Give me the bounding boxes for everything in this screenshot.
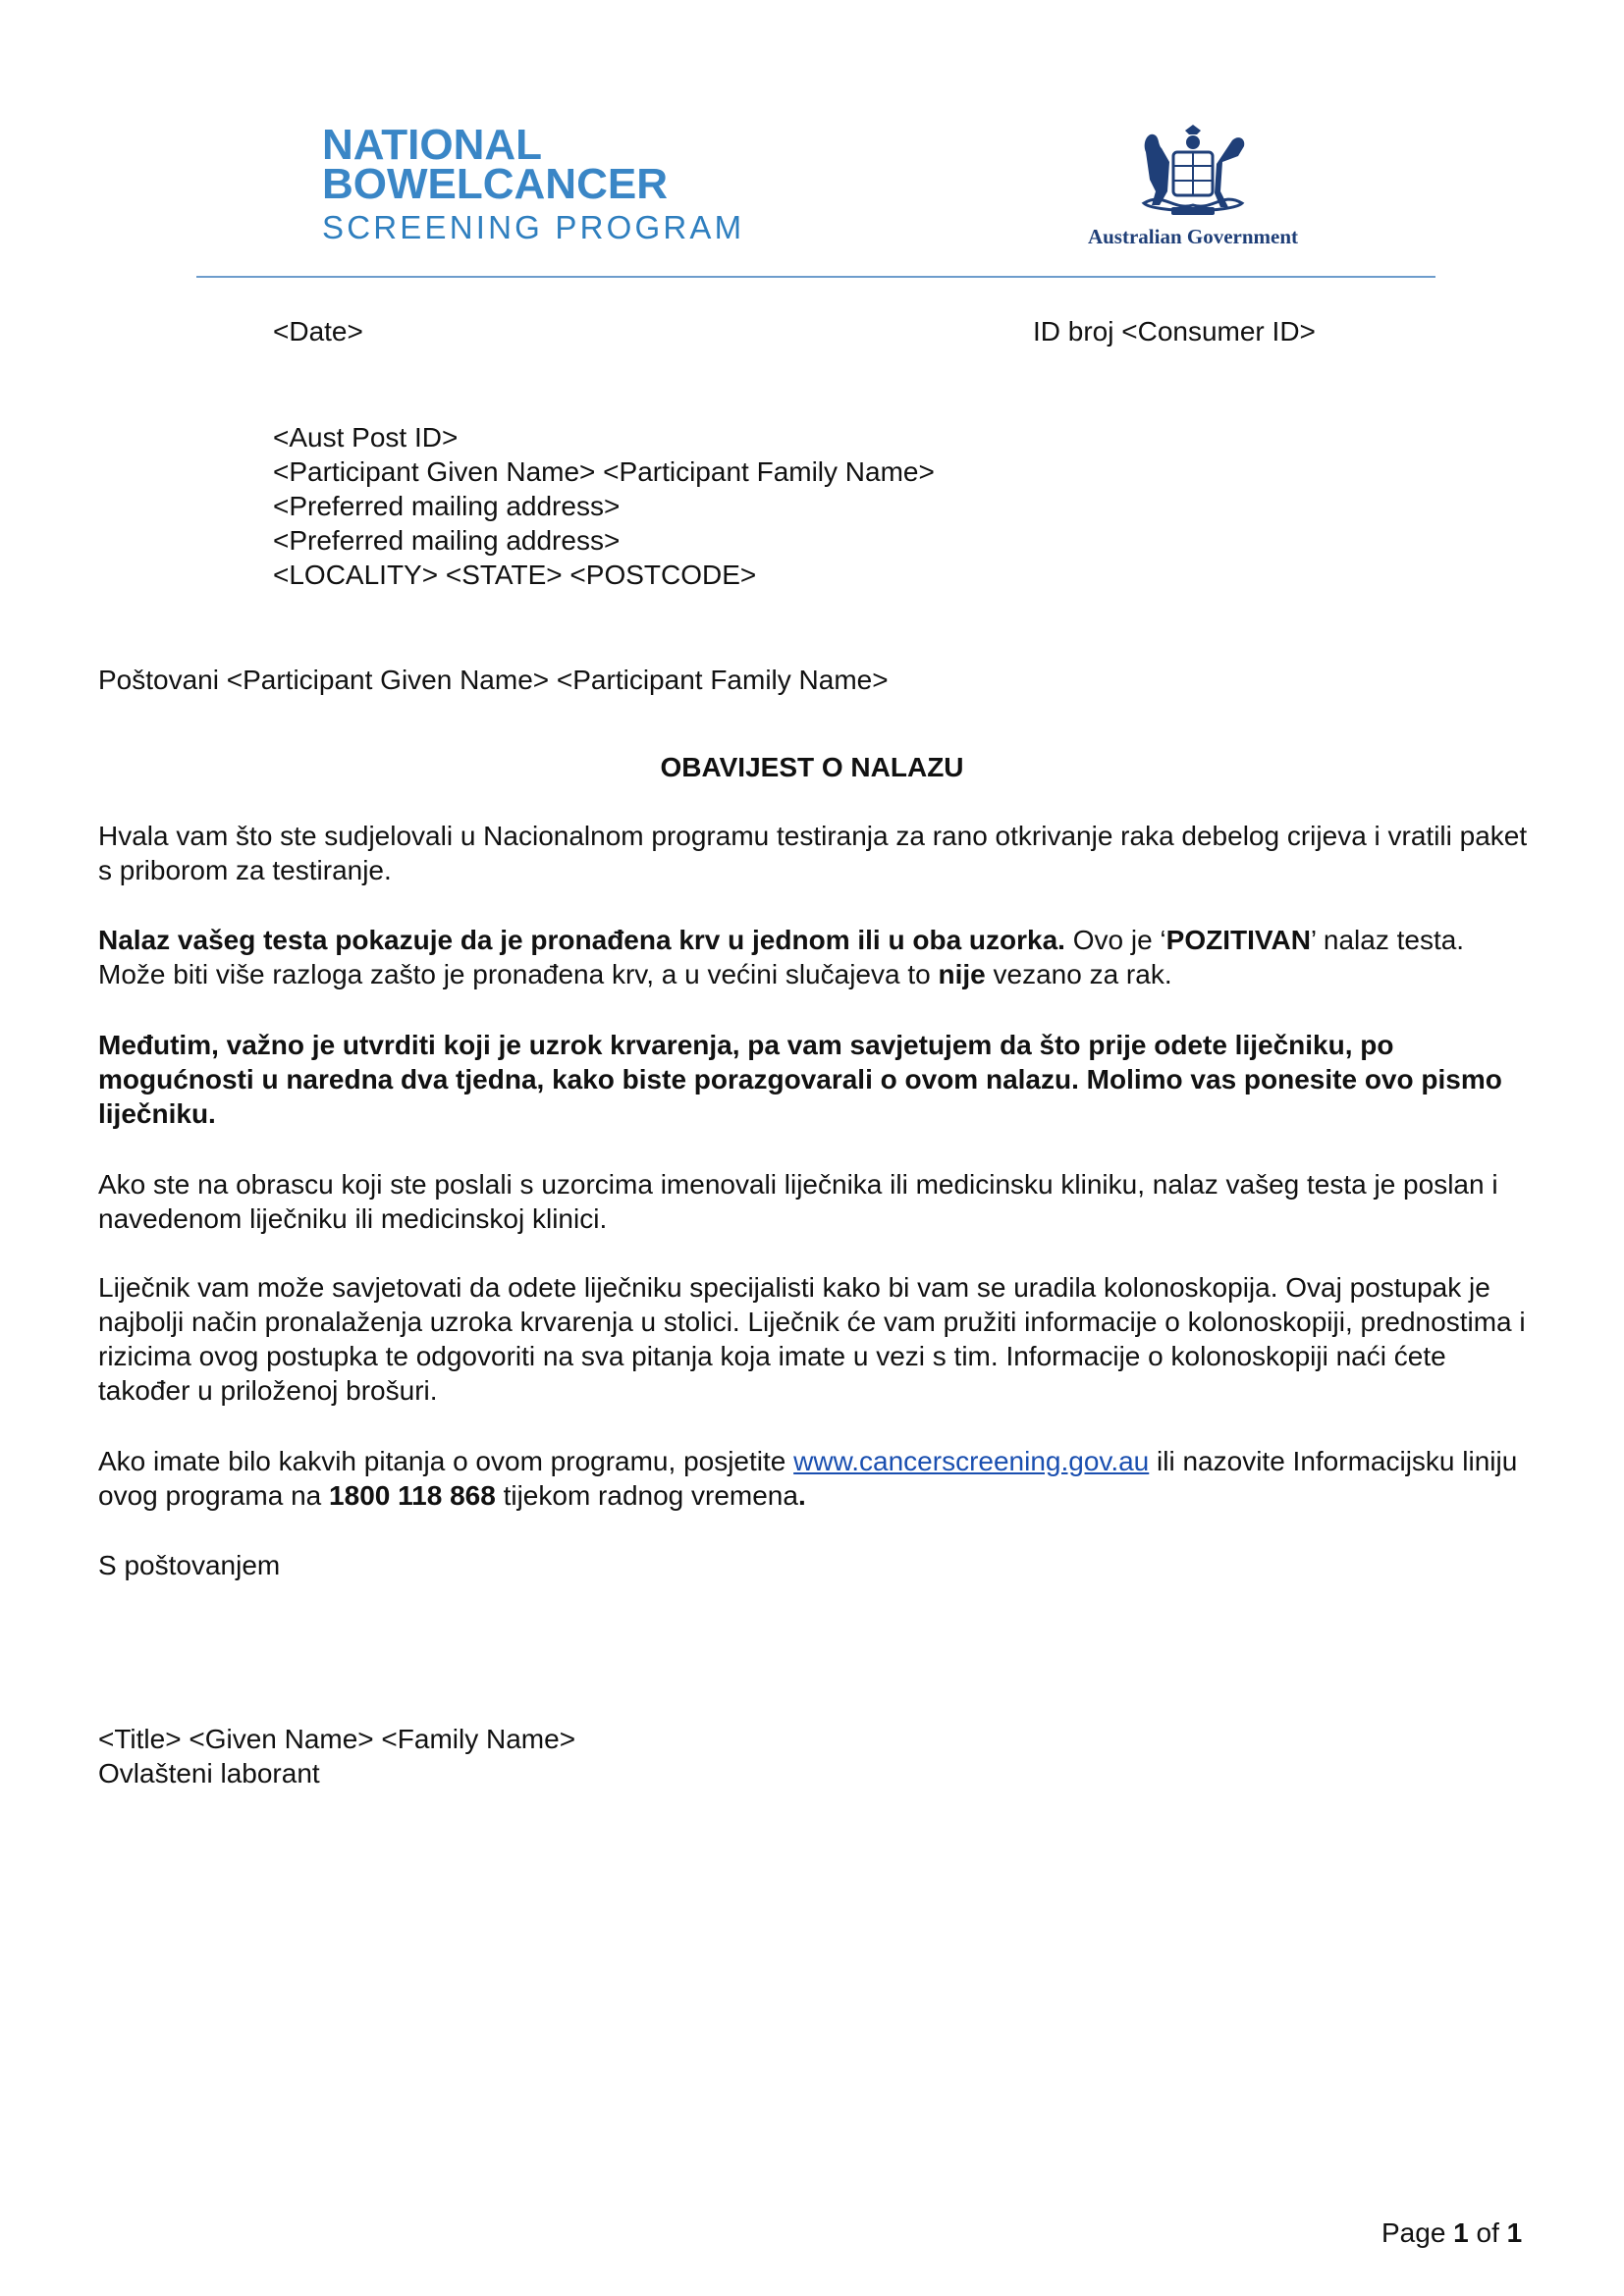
letter-title: OBAVIJEST O NALAZU bbox=[660, 752, 964, 782]
positive-label: POZITIVAN bbox=[1165, 925, 1311, 955]
page-of: of bbox=[1468, 2217, 1507, 2248]
logo-line-screening-program: SCREENING PROGRAM bbox=[322, 209, 745, 245]
nbc-logo bbox=[322, 121, 745, 249]
address-line: <Preferred mailing address> bbox=[273, 525, 621, 556]
address-line: <Preferred mailing address> bbox=[273, 491, 621, 521]
salutation: Poštovani <Participant Given Name> <Participant Family Name> bbox=[98, 665, 889, 695]
paragraph-result bbox=[98, 923, 1532, 991]
signature-role: Ovlašteni laborant bbox=[98, 1758, 320, 1789]
closing: S poštovanjem bbox=[98, 1550, 281, 1580]
contact-text: Ako imate bilo kakvih pitanja o ovom programu, posjetite bbox=[98, 1446, 794, 1476]
address-block bbox=[273, 420, 935, 592]
date-field: <Date> bbox=[273, 316, 363, 347]
contact-text: tijekom radnog vremena bbox=[495, 1480, 798, 1511]
coat-of-arms-icon bbox=[1124, 123, 1262, 221]
paragraph-clinic: Ako ste na obrascu koji ste poslali s uzorcima imenovali liječnika ili medicinsku kliniku, nalaz vašeg testa je poslan i navedenom liječniku ili medicinskoj klinici. bbox=[98, 1169, 1498, 1234]
phone-number: 1800 118 868 bbox=[329, 1480, 496, 1511]
page-total: 1 bbox=[1506, 2217, 1523, 2248]
gov-logo-text: Australian Government bbox=[1087, 225, 1299, 248]
paragraph-thanks: Hvala vam što ste sudjelovali u Nacionalnom programu testiranja za rano otkrivanje raka debelog crijeva i vratili paket s priborom za testiranje. bbox=[98, 821, 1528, 885]
consumer-id: ID broj <Consumer ID> bbox=[1033, 316, 1316, 347]
address-line: <Aust Post ID> bbox=[273, 422, 459, 453]
signature-name: <Title> <Given Name> <Family Name> bbox=[98, 1724, 576, 1754]
page-current: 1 bbox=[1453, 2217, 1469, 2248]
website-link[interactable]: www.cancerscreening.gov.au bbox=[793, 1446, 1150, 1476]
result-text: ’ nalaz testa. Može biti više razloga zašto je pronađena krv, a u većini slučajeva to bbox=[98, 925, 1465, 989]
paragraph-colonoscopy: Liječnik vam može savjetovati da odete liječniku specijalisti kako bi vam se uradila kolonoskopija. Ovaj postupak je najbolji način pronalaženja uzroka krvarenja u stolici. Liječnik će vam pružiti informacije o kolonoskopiji, prednostima i rizicima ovog postupka te odgovoriti na sva pitanja koja imate u vezi s tim. Informacije o kolonoskopiji naći ćete također u priloženoj brošuri. bbox=[98, 1272, 1526, 1406]
paragraph-see-doctor: Međutim, važno je utvrditi koji je uzrok krvarenja, pa vam savjetujem da što prije odete liječniku, po mogućnosti u naredna dva tjedna, kako biste porazgovarali o ovom nalazu. Molimo vas ponesite ovo pismo liječniku. bbox=[98, 1030, 1502, 1129]
address-line: <Participant Given Name> <Participant Family Name> bbox=[273, 456, 935, 487]
header-divider bbox=[196, 276, 1435, 278]
page-label: Page bbox=[1381, 2217, 1454, 2248]
page-number bbox=[1381, 2216, 1522, 2250]
nije-bold: nije bbox=[938, 959, 986, 989]
result-text: vezano za rak. bbox=[985, 959, 1172, 989]
logo-line-bowelcancer: BOWELCANCER bbox=[322, 160, 668, 208]
australian-government-logo bbox=[1060, 123, 1326, 249]
contact-period: . bbox=[797, 1480, 806, 1511]
result-bold-sentence: Nalaz vašeg testa pokazuje da je pronađena krv u jednom ili u oba uzorka. bbox=[98, 925, 1065, 955]
result-text: Ovo je ‘ bbox=[1064, 925, 1166, 955]
paragraph-contact bbox=[98, 1444, 1532, 1513]
contact-text: ili nazovite Informacijsku liniju ovog programa na bbox=[98, 1446, 1518, 1511]
address-line: <LOCALITY> <STATE> <POSTCODE> bbox=[273, 560, 757, 590]
logo-line-national: NATIONAL bbox=[322, 121, 543, 169]
